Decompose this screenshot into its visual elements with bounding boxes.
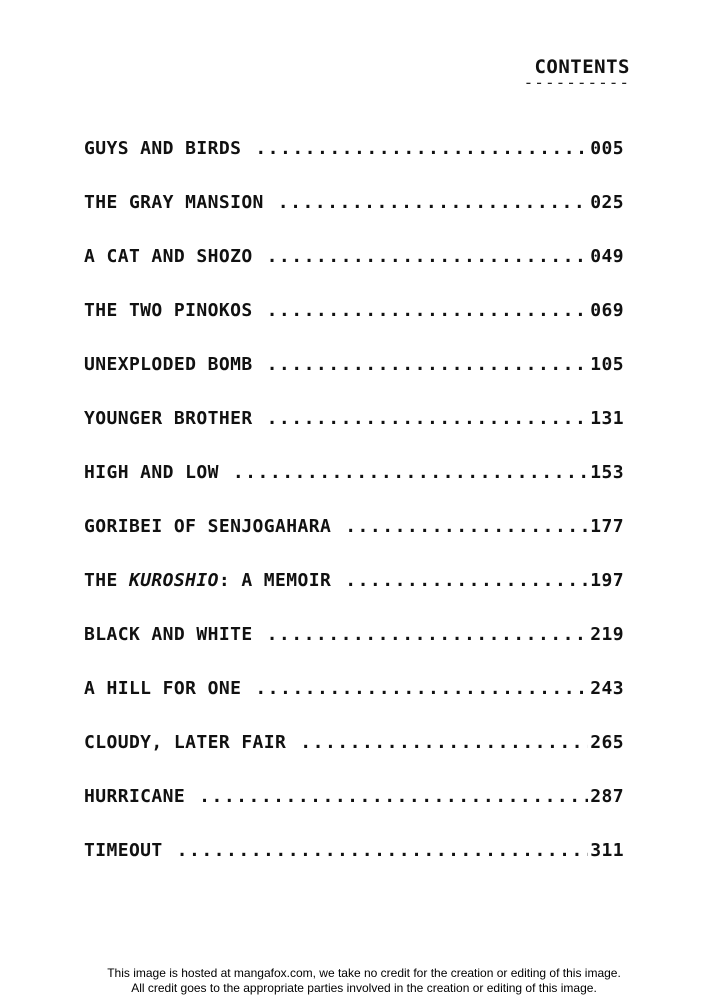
page-number: 265	[590, 732, 624, 753]
title-underline: ----------	[523, 78, 630, 92]
chapter-title: CLOUDY, LATER FAIR	[84, 732, 287, 753]
chapter-title: HURRICANE	[84, 786, 186, 807]
toc-entry	[84, 300, 624, 354]
hosting-credit-notice	[0, 966, 728, 996]
toc-entry	[84, 624, 624, 678]
toc-entry	[84, 354, 624, 408]
dot-leader	[233, 462, 588, 483]
toc-entry	[84, 246, 624, 300]
chapter-title: TIMEOUT	[84, 840, 163, 861]
dot-leader	[255, 138, 588, 159]
page-number: 005	[590, 138, 624, 159]
chapter-title: GORIBEI OF SENJOGAHARA	[84, 516, 332, 537]
page-number: 197	[590, 570, 624, 591]
dot-leader	[255, 678, 588, 699]
dot-leader	[345, 570, 588, 591]
chapter-title: YOUNGER BROTHER	[84, 408, 253, 429]
dot-leader	[300, 732, 588, 753]
table-of-contents	[84, 138, 624, 894]
page-number: 243	[590, 678, 624, 699]
page-number: 131	[590, 408, 624, 429]
dot-leader	[199, 786, 588, 807]
chapter-title	[84, 570, 331, 591]
credit-line-2: All credit goes to the appropriate parties involved in the creation or editing of this image.	[131, 981, 597, 995]
page-number: 049	[590, 246, 624, 267]
page-number: 105	[590, 354, 624, 375]
page-number: 287	[590, 786, 624, 807]
chapter-title: A HILL FOR ONE	[84, 678, 242, 699]
dot-leader	[267, 246, 589, 267]
toc-entry	[84, 462, 624, 516]
page-number: 025	[590, 192, 624, 213]
page-number: 311	[590, 840, 624, 861]
toc-entry	[84, 732, 624, 786]
chapter-title: UNEXPLODED BOMB	[84, 354, 253, 375]
credit-line-1: This image is hosted at mangafox.com, we take no credit for the creation or editing of this image.	[107, 966, 621, 980]
toc-entry	[84, 138, 624, 192]
dot-leader	[267, 300, 589, 321]
toc-entry	[84, 408, 624, 462]
page-number: 069	[590, 300, 624, 321]
chapter-title: THE GRAY MANSION	[84, 192, 264, 213]
dot-leader	[267, 408, 589, 429]
chapter-title: BLACK AND WHITE	[84, 624, 253, 645]
chapter-title: A CAT AND SHOZO	[84, 246, 253, 267]
chapter-title: GUYS AND BIRDS	[84, 138, 242, 159]
page-number: 153	[590, 462, 624, 483]
chapter-title-prefix: THE	[84, 570, 129, 591]
dot-leader	[177, 840, 589, 861]
toc-entry	[84, 786, 624, 840]
page-number: 219	[590, 624, 624, 645]
page-title: CONTENTS	[534, 56, 630, 78]
chapter-title-suffix: : A MEMOIR	[218, 570, 332, 591]
dot-leader	[267, 354, 589, 375]
toc-entry	[84, 192, 624, 246]
toc-entry	[84, 678, 624, 732]
chapter-title-italic: KUROSHIO	[128, 570, 219, 591]
dot-leader	[267, 624, 589, 645]
toc-entry	[84, 570, 624, 624]
toc-entry	[84, 516, 624, 570]
page-number: 177	[590, 516, 624, 537]
contents-heading	[524, 56, 630, 92]
chapter-title: THE TWO PINOKOS	[84, 300, 253, 321]
dot-leader	[278, 192, 588, 213]
chapter-title: HIGH AND LOW	[84, 462, 219, 483]
toc-entry	[84, 840, 624, 894]
dot-leader	[345, 516, 588, 537]
